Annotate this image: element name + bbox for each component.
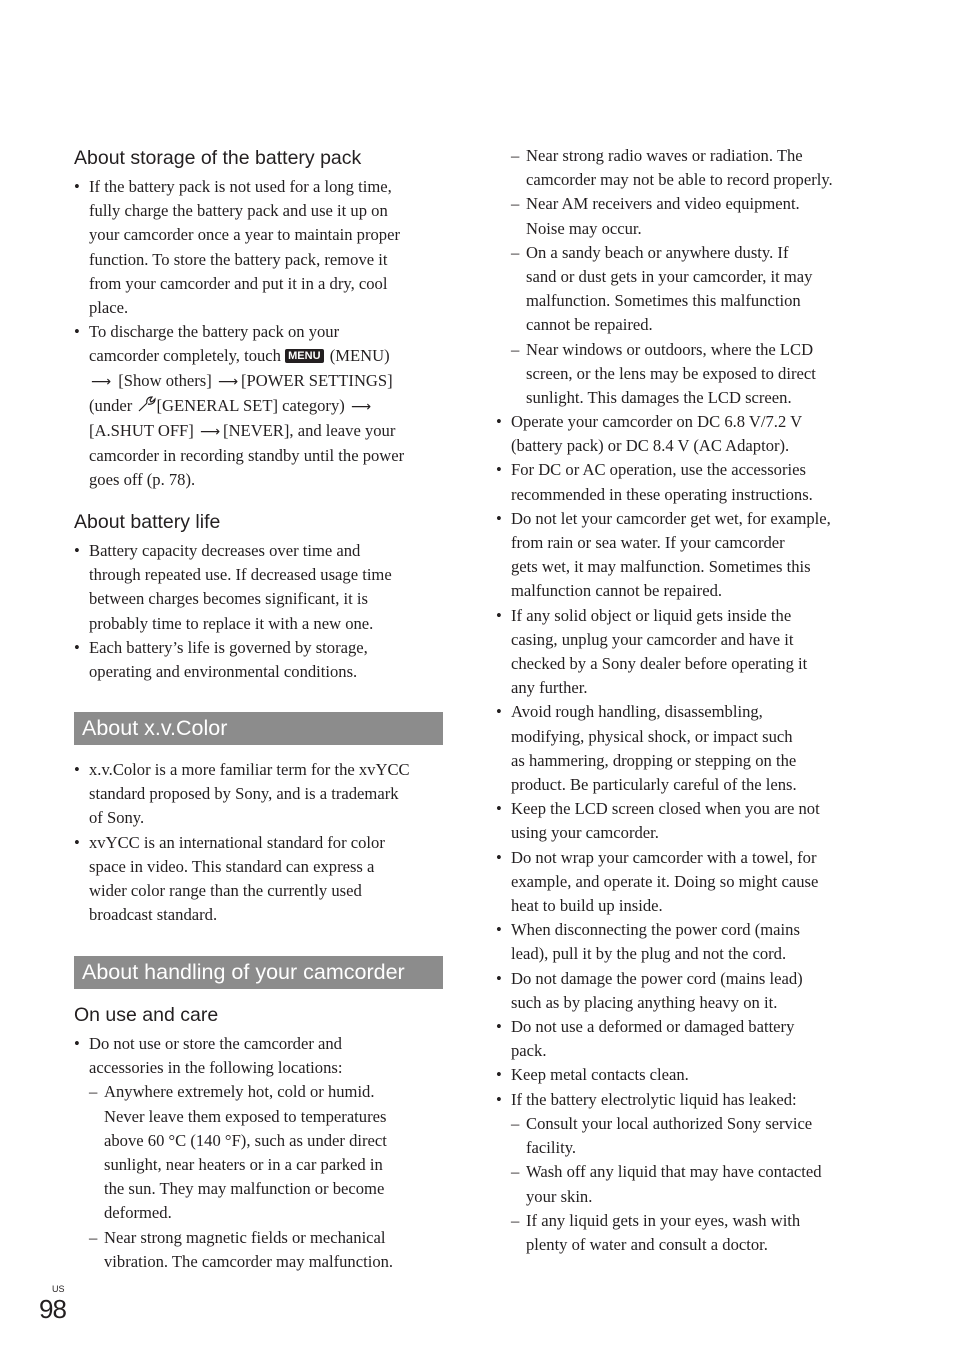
list-item: – Consult your local authorized Sony service facility. [511,1112,883,1160]
list-item: • x.v.Color is a more familiar term for the xvYCC standard proposed by Sony, and is a trademark of Sony. [74,758,446,831]
list-item: • Do not damage the power cord (mains lead) such as by placing anything heavy on it. [496,967,868,1015]
list-item: • If the battery electrolytic liquid has leaked: – Consult your local authorized Sony service facility. – Wash off any liquid that may have contacted your skin. – If any liquid gets in your eyes, wash with plenty of water and consult a doctor. [496,1088,868,1257]
list-item: • Do not let your camcorder get wet, for example, from rain or sea water. If your camcorder gets wet, it may malfunction. Sometimes this malfunction cannot be repaired. [496,507,868,604]
leak-sublist [511,1112,883,1257]
list-item: – Near windows or outdoors, where the LCD screen, or the lens may be exposed to direct sunlight. This damages the LCD screen. [511,338,868,411]
list-item: • If any solid object or liquid gets inside the casing, unplug your camcorder and have it checked by a Sony dealer before operating it any further. [496,604,868,701]
region-label: US [52,1284,65,1294]
list-item: – Near strong radio waves or radiation. The camcorder may not be able to record properly. [511,144,868,192]
location-sublist [89,1080,446,1274]
list-item: • Do not use a deformed or damaged battery pack. [496,1015,868,1063]
list-item: • If the battery pack is not used for a long time, fully charge the battery pack and use it up on your camcorder once a year to maintain proper function. To store the battery pack, remove it from your camcorder and put it in a dry, cool place. [74,175,446,320]
battery-life-list [74,539,446,684]
battery-life-heading: About battery life [74,511,221,533]
list-item: • Keep metal contacts clean. [496,1063,868,1087]
list-item: • Battery capacity decreases over time and through repeated use. If decreased usage time between charges becomes significant, it is probably time to replace it with a new one. [74,539,446,636]
list-item: • Operate your camcorder on DC 6.8 V/7.2 V (battery pack) or DC 8.4 V (AC Adaptor). [496,410,868,458]
arrow-right-icon: ⟶ [199,424,221,441]
list-item: – Near strong magnetic fields or mechanical vibration. The camcorder may malfunction. [89,1226,446,1274]
use-and-care-heading: On use and care [74,1004,219,1026]
page-number: 98 [39,1294,66,1324]
arrow-right-icon: ⟶ [217,373,239,390]
list-item: – Wash off any liquid that may have contacted your skin. [511,1160,883,1208]
list-item: • Do not wrap your camcorder with a towel, for example, and operate it. Doing so might cause heat to build up inside. [496,846,868,919]
xvcolor-list [74,758,446,927]
care-list [496,410,868,1257]
section-title-xvcolor: About x.v.Color [74,712,443,745]
section-title-handling: About handling of your camcorder [74,956,443,989]
arrow-right-icon: ⟶ [91,373,112,390]
location-sublist-continued [511,144,868,410]
list-item: – Near AM receivers and video equipment. Noise may occur. [511,192,868,240]
list-item: • Avoid rough handling, disassembling, modifying, physical shock, or impact such as hammering, dropping or stepping on the product. Be particularly careful of the lens. [496,700,868,797]
list-item: • xvYCC is an international standard for color space in video. This standard can express a wider color range than the currently used broadcast standard. [74,831,446,928]
list-item: – Anywhere extremely hot, cold or humid. Never leave them exposed to temperatures above 60 °C (140 °F), such as under direct sunlight, near heaters or in a car parked in the sun. They may malfunction or become deformed. [89,1080,446,1225]
list-item: – On a sandy beach or anywhere dusty. If sand or dust gets in your camcorder, it may malfunction. Sometimes this malfunction cannot be repaired. [511,241,868,338]
menu-icon: MENU [285,349,323,363]
list-item: • Do not use or store the camcorder and accessories in the following locations: – Anywhere extremely hot, cold or humid. Never leave them exposed to temperatures above 60 °C (140 °F), such as under direct sunlight, near heaters or in a car parked in the sun. They may malfunction or become deformed. – Near strong magnetic fields or mechanical vibration. The camcorder may malfunction. [74,1032,446,1274]
list-item: – If any liquid gets in your eyes, wash with plenty of water and consult a doctor. [511,1209,883,1257]
list-item: • Each battery’s life is governed by storage, operating and environmental conditions. [74,636,446,684]
list-item: • When disconnecting the power cord (mains lead), pull it by the plug and not the cord. [496,918,868,966]
battery-storage-heading: About storage of the battery pack [74,147,362,169]
list-item: • To discharge the battery pack on your camcorder completely, touch MENU (MENU) ⟶ [Show others] ⟶ [POWER SETTINGS] (under [GENERAL SET] category) ⟶ [A.SHUT OFF] ⟶ [NEVER], and leave your camcorder in recording standby until the power goes off (p. 78). [74,320,446,492]
use-and-care-list [74,1032,446,1274]
list-item: • For DC or AC operation, use the accessories recommended in these operating instructions. [496,458,868,506]
arrow-right-icon: ⟶ [350,398,372,415]
battery-storage-list [74,175,446,493]
list-item: • Keep the LCD screen closed when you are not using your camcorder. [496,797,868,845]
wrench-icon [136,395,156,413]
